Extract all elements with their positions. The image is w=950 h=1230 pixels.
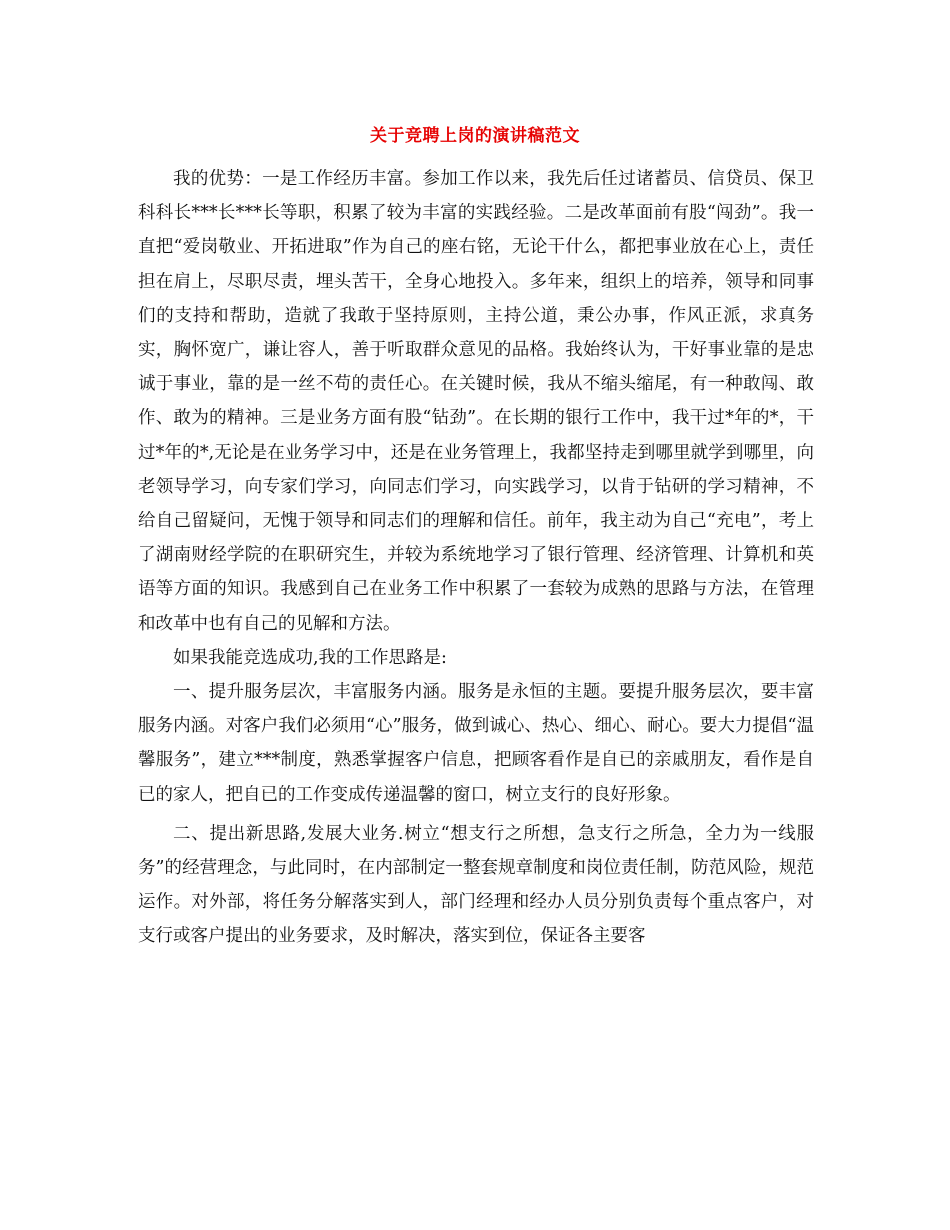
paragraph-advantages: 我的优势：一是工作经历丰富。参加工作以来，我先后任过诸蓄员、信贷员、保卫科科长***长***长等职，积累了较为丰富的实践经验。二是改革面前有股“闯劲”。我一直把“爱岗敬业、开拓进取”作为自己的座右铭，无论干什么，都把事业放在心上，责任担在肩上，尽职尽责，埋头苦干，全身心地投入。多年来，组织上的培养，领导和同事们的支持和帮助，造就了我敢于坚持原则，主持公道，秉公办事，作风正派，求真务实，胸怀宽广，谦让容人，善于听取群众意见的品格。我始终认为，干好事业靠的是忠诚于事业，靠的是一丝不苟的责任心。在关键时候，我从不缩头缩尾，有一种敢闯、敢作、敢为的精神。三是业务方面有股“钻劲”。在长期的银行工作中，我干过*年的*，干过*年的*,无论是在业务学习中，还是在业务管理上，我都坚持走到哪里就学到哪里，向老领导学习，向专家们学习，向同志们学习，向实践学习，以肯于钻研的学习精神，不给自己留疑问，无愧于领导和同志们的理解和信任。前年，我主动为自己“充电”，考上了湖南财经学院的在职研究生，并较为系统地学习了银行管理、经济管理、计算机和英语等方面的知识。我感到自己在业务工作中积累了一套较为成熟的思路与方法，在管理和改革中也有自己的见解和方法。 <box>138 169 814 634</box>
paragraph-work-ideas-intro: 如果我能竞选成功,我的工作思路是: <box>173 647 447 668</box>
document-title: 关于竞聘上岗的演讲稿范文 <box>370 126 580 146</box>
paragraph-new-ideas: 二、提出新思路,发展大业务.树立“想支行之所想，急支行之所急，全力为一线服务”的经营理念，与此同时，在内部制定一整套规章制度和岗位责任制，防范风险，规范运作。对外部，将任务分解落实到人，部门经理和经办人员分别负责每个重点客户，对支行或客户提出的业务要求，及时解决，落实到位，保证各主要客 <box>138 823 814 947</box>
paragraph-service-level: 一、提升服务层次，丰富服务内涵。服务是永恒的主题。要提升服务层次，要丰富服务内涵。对客户我们必须用“心”服务，做到诚心、热心、细心、耐心。要大力提倡“温馨服务”，建立***制度，熟悉掌握客户信息，把顾客看作是自已的亲戚朋友，看作是自已的家人，把自已的工作变成传递温馨的窗口，树立支行的良好形象。 <box>138 682 814 805</box>
document-body <box>138 162 814 954</box>
